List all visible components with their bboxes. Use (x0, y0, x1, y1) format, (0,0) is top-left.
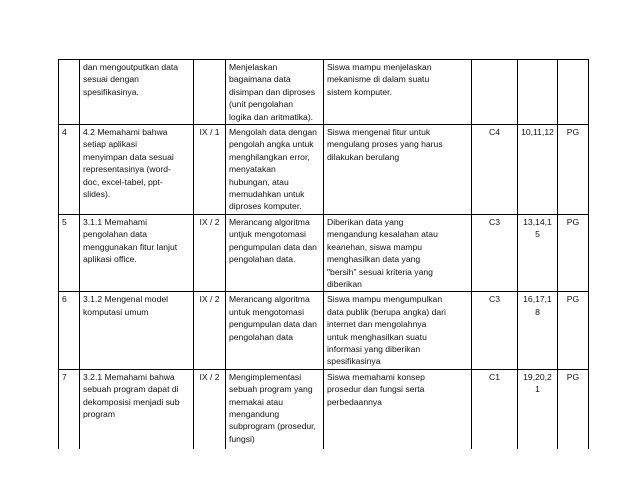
materi-cell-line: untuk mengotomasi (229, 306, 304, 317)
kelas-semester-cell: IX / 2 (194, 369, 226, 449)
level-kognitif-cell: C4 (472, 125, 518, 215)
indikator-cell-line: "bersih" sesuai kriteria yang (327, 266, 433, 277)
indikator-cell-line: sistem komputer. (327, 86, 392, 97)
nomor-soal-cell: 19,20,21 (518, 369, 558, 449)
kompetensi-dasar-cell-line: 4.2 Memahami bahwa (83, 127, 168, 138)
kompetensi-dasar-cell-line: representasinya (word- (83, 164, 171, 175)
bentuk-soal-cell: PG (558, 214, 589, 291)
indikator-cell-line: menghasilkan data yang (327, 254, 421, 265)
indikator-cell-line: Diberikan data yang (327, 216, 404, 227)
kompetensi-dasar-cell (80, 369, 194, 449)
materi-cell-line: memudahkan untuk (229, 189, 305, 200)
materi-cell-line: logika dan aritmatika). (229, 111, 314, 122)
materi-cell (226, 369, 324, 449)
kompetensi-dasar-cell-line: komputasi umum (83, 306, 149, 317)
indikator-cell-line: mengandung kesalahan atau (327, 229, 438, 240)
indikator-cell-line: mengulang proses yang harus (327, 139, 443, 150)
row-number-cell: 6 (59, 292, 80, 369)
indikator-cell-line: Siswa mengenal fitur untuk (327, 127, 431, 138)
level-kognitif-cell: C1 (472, 369, 518, 449)
materi-cell-line: Mengolah data dengan (229, 127, 317, 138)
nomor-soal-cell: 10,11,12 (518, 125, 558, 215)
materi-cell-line: Mengimplementasi (229, 371, 302, 382)
materi-cell-line: pengolahan data. (229, 254, 296, 265)
level-kognitif-cell: C3 (472, 214, 518, 291)
materi-cell-line: Merancang algoritma (229, 216, 310, 227)
kompetensi-dasar-cell-line: doc, excel-tabel, ppt- (83, 176, 163, 187)
materi-cell (226, 292, 324, 369)
indikator-cell-line: data publik (berupa angka) dari (327, 306, 446, 317)
materi-cell-line: bagaimana data (229, 74, 291, 85)
row-number-cell: 7 (59, 369, 80, 449)
indikator-cell-line: Siswa mampu menjelaskan (327, 62, 432, 72)
kompetensi-dasar-cell (80, 60, 194, 125)
materi-cell-line: pengolahan data (229, 331, 294, 342)
materi-cell-line: menghilangkan error, (229, 151, 310, 162)
materi-cell-line: fungsi) (229, 433, 255, 444)
kompetensi-dasar-cell-line: pengolahan data (83, 229, 148, 240)
table-row (59, 292, 589, 369)
row-number-cell: 4 (59, 125, 80, 215)
materi-cell-line: pengolah angka untuk (229, 139, 314, 150)
bentuk-soal-cell: PG (558, 125, 589, 215)
kompetensi-dasar-cell-line: aplikasi office. (83, 254, 137, 265)
indikator-cell-line: perbedaannya (327, 396, 382, 407)
kompetensi-dasar-cell (80, 125, 194, 215)
materi-cell-line: subprogram (prosedur, (229, 421, 316, 432)
kelas-semester-cell (194, 60, 226, 125)
kompetensi-dasar-cell-line: slides). (83, 189, 111, 200)
kompetensi-dasar-cell-line: spesifikasinya. (83, 86, 139, 97)
bentuk-soal-cell (558, 60, 589, 125)
kompetensi-dasar-cell-line: setiap aplikasi (83, 139, 137, 150)
materi-cell-line: pengumpulan data dan (229, 241, 317, 252)
row-number-cell (59, 60, 80, 125)
nomor-soal-cell: 13,14,15 (518, 214, 558, 291)
kompetensi-dasar-cell-line: menggunakan fitur lanjut (83, 241, 178, 252)
nomor-soal-cell (518, 60, 558, 125)
kompetensi-dasar-cell-line: 3.1.1 Memahami (83, 216, 148, 227)
table-row (59, 125, 589, 215)
indikator-cell-line: mekanisme di dalam suatu (327, 74, 430, 85)
kompetensi-dasar-cell (80, 214, 194, 291)
materi-cell-line: sebuah program yang (229, 384, 313, 395)
kelas-semester-cell: IX / 2 (194, 214, 226, 291)
table-row (59, 60, 589, 125)
materi-cell-line: untjuk mengotomasi (229, 229, 306, 240)
materi-cell (226, 214, 324, 291)
kompetensi-dasar-cell-line: menyimpan data sesuai (83, 151, 174, 162)
kompetensi-dasar-cell-line: dekomposisi menjadi sub (83, 396, 180, 407)
kompetensi-dasar-cell-line: sesuai dengan (83, 74, 139, 85)
indikator-cell-line: informasi yang diberikan (327, 343, 421, 354)
indikator-cell-line: Siswa mampu mengumpulkan (327, 294, 443, 305)
kompetensi-dasar-cell-line: 3.1.2 Mengenal model (83, 294, 169, 305)
materi-cell-line: menyatakan (229, 164, 276, 175)
indikator-cell-line: dilakukan berulang (327, 151, 400, 162)
bentuk-soal-cell: PG (558, 369, 589, 449)
indikator-cell-line: spesifikasinya (327, 356, 381, 367)
indikator-cell-line: Siswa memahami konsep (327, 371, 425, 382)
kompetensi-dasar-cell-line: sebuah program dapat di (83, 384, 179, 395)
indikator-cell-line: keanehan, siswa mampu (327, 241, 423, 252)
indikator-cell (324, 214, 472, 291)
level-kognitif-cell (472, 60, 518, 125)
kelas-semester-cell: IX / 2 (194, 292, 226, 369)
materi-cell-line: Merancang algoritma (229, 294, 310, 305)
table-row (59, 214, 589, 291)
materi-cell-line: pengumpulan data dan (229, 319, 317, 330)
indikator-cell-line: internet dan mengolahnya (327, 319, 427, 330)
materi-cell-line: disimpan dan diproses (229, 86, 315, 97)
indikator-cell-line: prosedur dan fungsi serta (327, 384, 425, 395)
materi-cell-line: memakai atau (229, 396, 283, 407)
kompetensi-dasar-cell-line: 3.2.1 Memahami bahwa (83, 371, 175, 382)
materi-cell-line: diproses komputer. (229, 201, 302, 212)
indikator-cell-line: diberikan (327, 278, 362, 289)
kelas-semester-cell: IX / 1 (194, 125, 226, 215)
indikator-cell (324, 369, 472, 449)
materi-cell (226, 125, 324, 215)
row-number-cell: 5 (59, 214, 80, 291)
bentuk-soal-cell: PG (558, 292, 589, 369)
materi-cell-line: mengandung (229, 408, 280, 419)
materi-cell-line: hubungan, atau (229, 176, 289, 187)
indikator-cell (324, 125, 472, 215)
materi-cell-line: Menjelaskan (229, 62, 278, 72)
indikator-cell (324, 292, 472, 369)
kompetensi-dasar-cell (80, 292, 194, 369)
kompetensi-dasar-cell-line: dan mengoutputkan data (83, 62, 179, 72)
level-kognitif-cell: C3 (472, 292, 518, 369)
indikator-cell (324, 60, 472, 125)
kisi-kisi-table (58, 59, 589, 449)
nomor-soal-cell: 16,17,18 (518, 292, 558, 369)
table-row (59, 369, 589, 449)
materi-cell-line: (unit pengolahan (229, 99, 294, 110)
kompetensi-dasar-cell-line: program (83, 408, 115, 419)
materi-cell (226, 60, 324, 125)
indikator-cell-line: untuk menghasilkan suatu (327, 331, 427, 342)
